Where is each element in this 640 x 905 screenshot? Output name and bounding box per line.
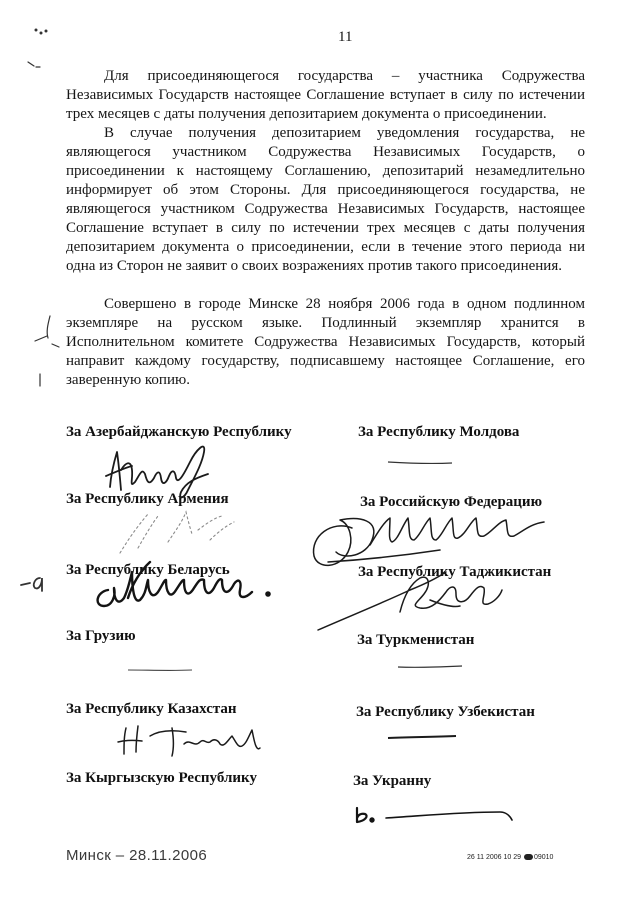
paragraph-accession-member <box>66 67 585 124</box>
signature-line-turkmenistan <box>398 666 462 667</box>
footer-stamp <box>467 853 553 863</box>
signature-kazakhstan <box>118 726 260 756</box>
paragraph-line: являющегося участником Содружества Независимых Государств, о <box>66 144 585 160</box>
paragraph-line: Совершено в городе Минске 28 ноября 2006 года в одном подлинном <box>104 296 585 312</box>
body-text <box>66 67 585 390</box>
paragraph-line: информирует об этом Стороны. Для присоединяющегося государства, не <box>66 182 585 198</box>
signatory-label-armenia: За Республику Армения <box>66 491 229 507</box>
signatory-label-uzbekistan: За Республику Узбекистан <box>356 704 535 720</box>
paragraph-line: Соглашение вступает в силу по истечении трех месяцев с даты получения <box>66 220 585 236</box>
paragraph-line: Исполнительном комитете Содружества Независимых Государств, который <box>66 334 585 350</box>
scan-margin-marks <box>21 29 59 591</box>
paragraph-line: направит каждому государству, подписавшему настоящее Соглашение, его <box>66 353 585 369</box>
paragraph-line: В случае получения депозитарием уведомления государства, не <box>104 125 585 141</box>
signatory-label-moldova: За Республику Молдова <box>358 424 520 440</box>
footer-place-date: Минск – 28.11.2006 <box>66 847 208 864</box>
signatory-label-belarus: За Республику Беларусь <box>66 562 230 578</box>
paragraph-line: одна из Сторон не заявит о своих возражениях против такого присоединения. <box>66 258 562 274</box>
signatory-label-turkmenistan: За Туркменистан <box>357 632 475 648</box>
signature-russia <box>314 518 544 565</box>
paragraph-line: депозитарием документа о присоединении, если в течение этого периода ни <box>66 239 585 255</box>
paragraph-line: являющегося участником Содружества Независимых Государств, настоящее <box>66 201 585 217</box>
stamp-number: 09010 <box>533 854 554 861</box>
signature-ukraine <box>357 808 512 822</box>
signature-line-uzbekistan <box>388 736 456 738</box>
paragraph-line: Для присоединяющегося государства – участника Содружества <box>104 68 585 84</box>
paragraph-line: присоединении к настоящему Соглашению, депозитарий незамедлительно <box>66 163 585 179</box>
paragraph-line: заверенную копию. <box>66 372 190 388</box>
signatory-label-azerbaijan: За Азербайджанскую Республику <box>66 424 292 440</box>
signatory-label-tajikistan: За Республику Таджикистан <box>358 564 552 580</box>
signature-armenia <box>120 512 234 553</box>
paragraph-line: трех месяцев с даты получения депозитарием документа о присоединении. <box>66 106 547 122</box>
paragraph-accession-nonmember <box>66 124 585 276</box>
paragraph-done-at <box>66 295 585 390</box>
signatory-label-kyrgyzstan: За Кыргызскую Республику <box>66 770 257 786</box>
signatory-label-russia: За Российскую Федерацию <box>360 494 543 510</box>
signatory-label-kazakhstan: За Республику Казахстан <box>66 701 237 717</box>
signatory-label-ukraine: За Укранну <box>353 773 432 789</box>
paragraph-line: Независимых Государств настоящее Соглашение вступает в силу по истечении <box>66 87 585 103</box>
stamp-blot <box>524 854 533 860</box>
paragraph-gap <box>66 276 585 295</box>
paragraph-line: экземпляре на русском языке. Подлинный экземпляр хранится в <box>66 315 585 331</box>
stamp-datetime: 26 11 2006 10 29 <box>467 854 521 861</box>
page-number: 11 <box>338 29 353 45</box>
signatory-label-georgia: За Грузию <box>66 628 136 644</box>
signature-line-moldova <box>388 462 452 463</box>
